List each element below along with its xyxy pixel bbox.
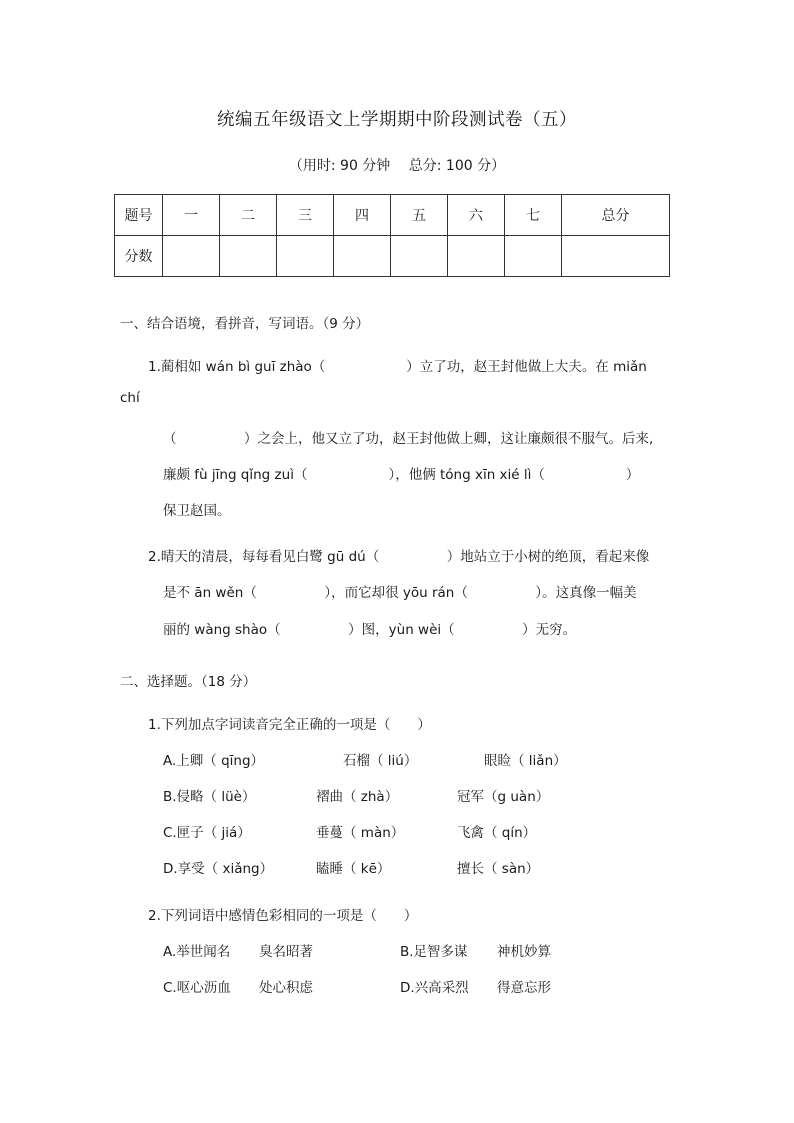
s2-q2-option[interactable]: D.兴高采烈 <box>400 980 469 996</box>
s2-q1-option-word: 飞禽（ qín） <box>457 825 537 841</box>
header-cell: 题号 <box>115 195 163 236</box>
s1-q2-line3: 丽的 wàng shào（ ）图，yùn wèi（ ）无穷。 <box>163 622 577 638</box>
s2-q2-option-word: 处心积虑 <box>259 980 313 996</box>
s2-q1-option-word: 眼睑（ liǎn） <box>484 753 567 769</box>
s2-q1-option-word: 瞌睡（ kē） <box>316 861 391 877</box>
score-table <box>114 194 670 277</box>
s2-q2-option[interactable]: A.举世闻名 <box>163 944 231 960</box>
score-cell[interactable] <box>163 236 220 277</box>
header-cell: 二 <box>220 195 277 236</box>
s2-q1-option[interactable]: C.匣子（ jiá） <box>163 825 251 841</box>
header-cell: 五 <box>391 195 448 236</box>
header-cell: 七 <box>505 195 562 236</box>
section1-heading: 一、结合语境，看拼音，写词语。（9 分） <box>120 316 370 332</box>
score-cell[interactable] <box>505 236 562 277</box>
header-cell: 总分 <box>562 195 670 236</box>
s2-q2-option[interactable]: C.呕心沥血 <box>163 980 231 996</box>
s1-q1-line4: 廉颇 fù jīng qǐng zuì（ ），他俩 tóng xīn xié lì（ ） <box>163 467 640 483</box>
s2-q2-option-word: 臭名昭著 <box>259 944 313 960</box>
score-cell[interactable] <box>334 236 391 277</box>
s2-q1-option-word: 冠军（g uàn） <box>457 789 550 805</box>
score-cell[interactable] <box>391 236 448 277</box>
exam-title: 统编五年级语文上学期期中阶段测试卷（五） <box>217 110 577 130</box>
s2-q2-stem: 2.下列词语中感情色彩相同的一项是（ ） <box>148 908 418 924</box>
header-cell: 一 <box>163 195 220 236</box>
s2-q1-option-word: 垂蔓（ màn） <box>316 825 405 841</box>
exam-subtitle: （用时: 90 分钟 总分: 100 分） <box>288 158 506 174</box>
s1-q1-line1: 1.蔺相如 wán bì guī zhào（ ）立了功，赵王封他做上大夫。在 miǎn <box>148 359 647 375</box>
s2-q1-option-word: 擅长（ sàn） <box>457 861 540 877</box>
header-cell: 四 <box>334 195 391 236</box>
s2-q1-option[interactable]: D.享受（ xiǎng） <box>163 861 274 877</box>
row-label: 分数 <box>115 236 163 277</box>
score-cell[interactable] <box>277 236 334 277</box>
header-cell: 六 <box>448 195 505 236</box>
score-cell[interactable] <box>448 236 505 277</box>
s2-q1-option[interactable]: A.上卿（ qīng） <box>163 753 265 769</box>
score-cell[interactable] <box>562 236 670 277</box>
s1-q2-line2: 是不 ān wěn（ ），而它却很 yōu rán（ ）。这真像一幅美 <box>163 585 637 601</box>
s2-q1-stem: 1.下列加点字词读音完全正确的一项是（ ） <box>148 717 431 733</box>
header-cell: 三 <box>277 195 334 236</box>
s2-q2-option-word: 得意忘形 <box>497 980 551 996</box>
s1-q1-line3: （ ）之会上，他又立了功，赵王封他做上卿，这让廉颇很不服气。后来, <box>163 431 654 447</box>
s2-q1-option-word: 石榴（ liú） <box>343 753 418 769</box>
s2-q2-option[interactable]: B.足智多谋 <box>400 944 468 960</box>
score-table-header-row <box>115 195 670 236</box>
section2-heading: 二、选择题。（18 分） <box>120 674 257 690</box>
s1-q1-line2: chí <box>120 390 140 406</box>
s1-q1-line5: 保卫赵国。 <box>163 503 231 519</box>
s2-q1-option[interactable]: B.侵略（ lüè） <box>163 789 256 805</box>
s2-q1-option-word: 褶曲（ zhà） <box>316 789 399 805</box>
score-cell[interactable] <box>220 236 277 277</box>
s2-q2-option-word: 神机妙算 <box>497 944 551 960</box>
s1-q2-line1: 2.晴天的清晨，每每看见白鹭 gū dú（ ）地站立于小树的绝顶，看起来像 <box>148 549 650 565</box>
score-table-score-row <box>115 236 670 277</box>
